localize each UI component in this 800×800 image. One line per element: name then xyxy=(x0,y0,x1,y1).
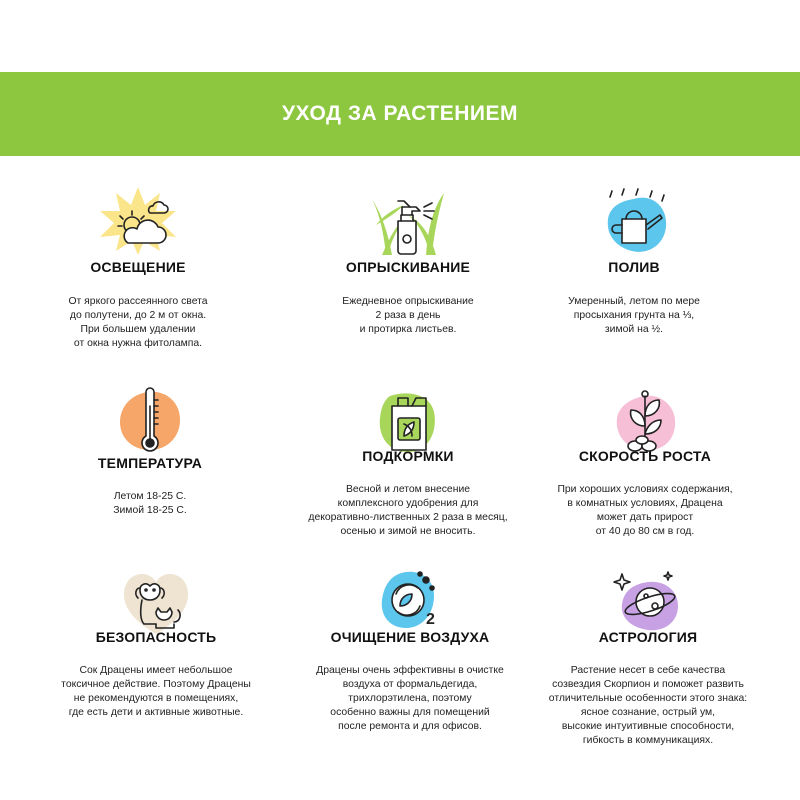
description-line: Весной и летом внесение xyxy=(345,484,471,495)
sun-cloud-icon xyxy=(98,185,178,257)
card-title: СКОРОСТЬ РОСТА xyxy=(578,448,712,464)
description-line: не рекомендуются в помещениях, xyxy=(73,693,239,704)
description-line: декоративно-лиственных 2 раза в месяц, xyxy=(308,512,508,523)
description-line: высокие интуитивные способности, xyxy=(561,721,735,732)
card-title: ОСВЕЩЕНИЕ xyxy=(90,259,186,275)
planet-icon xyxy=(608,566,688,638)
header-banner xyxy=(0,72,800,156)
description-line: отличительные особенности этого знака: xyxy=(548,693,748,704)
air-purification-icon xyxy=(370,566,450,638)
description-line: гибкость в коммуникациях. xyxy=(582,735,714,746)
card-title: БЕЗОПАСНОСТЬ xyxy=(95,629,217,645)
card-description xyxy=(278,281,538,351)
description-line: созвездия Скорпион и поможет развить xyxy=(552,679,744,690)
description-line: комплексного удобрения для xyxy=(337,498,479,509)
description-line: особенно важны для помещений xyxy=(330,707,490,718)
card-description xyxy=(504,281,764,351)
card-title: ОПРЫСКИВАНИЕ xyxy=(345,259,471,275)
pets-heart-icon xyxy=(116,566,196,638)
description-line: после ремонта и для офисов. xyxy=(338,721,482,732)
card-title: АСТРОЛОГИЯ xyxy=(598,629,698,645)
description-line: от 40 до 80 см в год. xyxy=(595,526,695,537)
card-description xyxy=(515,469,775,553)
card-description xyxy=(8,281,268,365)
description-line: воздуха от формальдегида, xyxy=(342,679,478,690)
thermometer-icon xyxy=(110,386,190,458)
description-line: Растение несет в себе качества xyxy=(570,665,726,676)
card-title: ПОДКОРМКИ xyxy=(362,448,454,464)
description-line: При большем удалении xyxy=(80,324,196,335)
description-line: Драцены очень эффективны в очистке xyxy=(316,665,504,676)
watering-can-icon xyxy=(594,185,674,257)
description-line: Сок Драцены имеет небольшое xyxy=(79,665,233,676)
co2-subscript: 2 xyxy=(426,611,435,628)
card-title: ТЕМПЕРАТУРА xyxy=(97,455,203,471)
description-line: может дать прирост xyxy=(596,512,694,523)
description-line: ясное сознание, острый ум, xyxy=(580,707,716,718)
description-line: Умеренный, летом по мере xyxy=(568,296,700,307)
description-line: и протирка листьев. xyxy=(359,324,457,335)
card-title: ПОЛИВ xyxy=(608,259,660,275)
description-line: в комнатных условиях, Драцена xyxy=(567,498,723,509)
description-line: При хороших условиях содержания, xyxy=(557,484,733,495)
description-line: просыхания грунта на ⅓, xyxy=(573,310,695,321)
description-line: до полутени, до 2 м от окна. xyxy=(69,310,207,321)
description-line: Ежедневное опрыскивание xyxy=(342,296,474,307)
description-line: трихлорэтилена, поэтому xyxy=(348,693,472,704)
description-line: где есть дети и активные животные. xyxy=(68,707,244,718)
description-line: от окна нужна фитолампа. xyxy=(73,338,203,349)
description-line: Зимой 18-25 С. xyxy=(113,505,187,516)
card-description xyxy=(20,476,280,532)
description-line: От яркого рассеянного света xyxy=(68,296,208,307)
card-description xyxy=(26,650,286,734)
description-line: зимой на ½. xyxy=(604,324,664,335)
spray-bottle-icon xyxy=(368,185,448,257)
description-line: осенью и зимой не вносить. xyxy=(340,526,476,537)
description-line: токсичное действие. Поэтому Драцены xyxy=(61,679,251,690)
card-description xyxy=(280,650,540,748)
card-description xyxy=(518,650,778,762)
card-description xyxy=(278,469,538,553)
description-line: Летом 18-25 С. xyxy=(113,491,187,502)
card-title: ОЧИЩЕНИЕ ВОЗДУХА xyxy=(330,629,490,645)
page-title: УХОД ЗА РАСТЕНИЕМ xyxy=(281,102,519,125)
description-line: 2 раза в день xyxy=(375,310,441,321)
